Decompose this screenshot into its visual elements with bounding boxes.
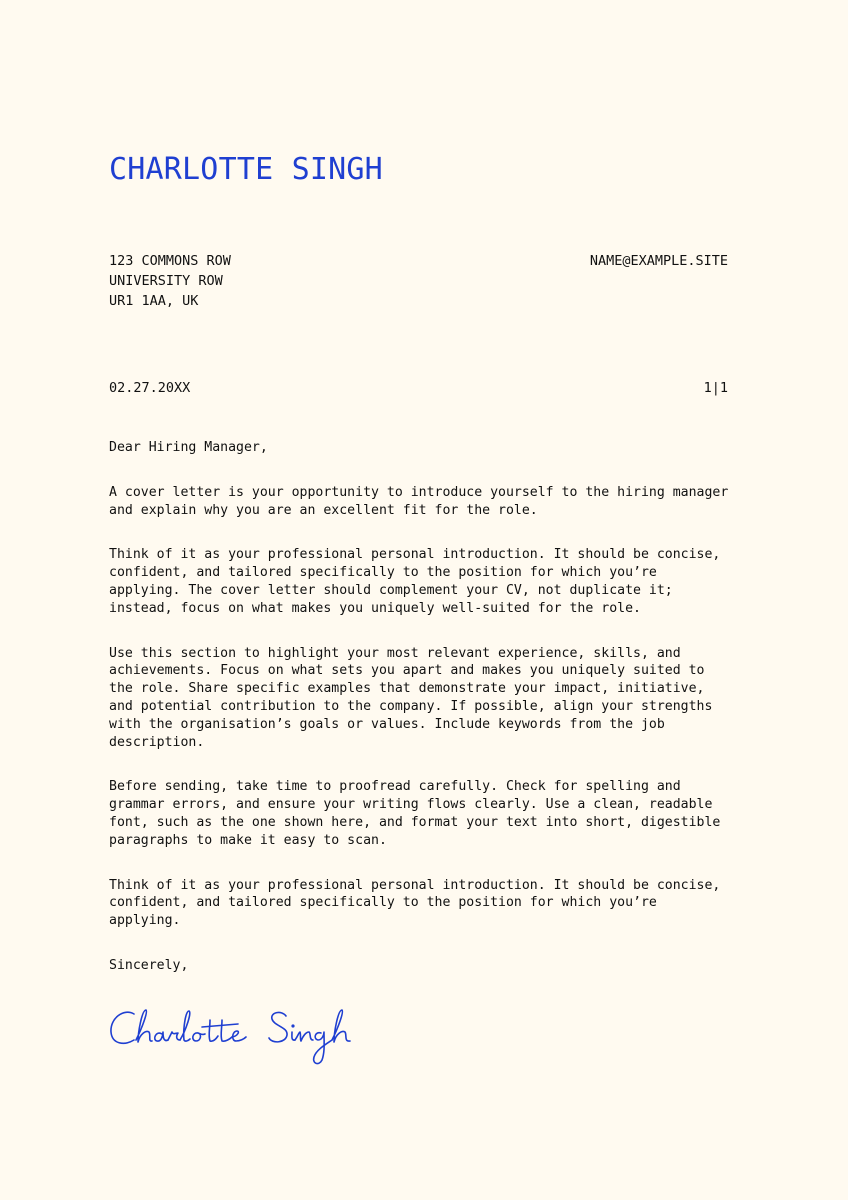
sender-address [109, 251, 231, 311]
paragraph: Before sending, take time to proofread carefully. Check for spelling and grammar errors, and ensure your writing flows clearly. Use a clean, readable font, such as the one shown here, and format your text into short, digestible paragraphs to make it easy to scan. [109, 779, 721, 848]
closing: Sincerely, [109, 957, 189, 973]
paragraph: Use this section to highlight your most relevant experience, skills, and achievements. Focus on what sets you apart and makes you uniquely suited to the role. Share specific examples that demonstrate your impact, initiative, and potential contribution to the company. If possible, align your strengths with the organisation’s goals or values. Include keywords from the job description. [109, 645, 713, 750]
page-number: 1|1 [703, 380, 728, 396]
paragraph: A cover letter is your opportunity to introduce yourself to the hiring manager and explain why you are an excellent fit for the role. [109, 484, 729, 518]
letter-body [109, 439, 734, 1002]
paragraph: Think of it as your professional personal introduction. It should be concise, confident, and tailored specifically to the position for which you’re applying. [109, 877, 721, 929]
address-line: UR1 1AA, UK [109, 293, 199, 309]
address-line: UNIVERSITY ROW [109, 273, 223, 289]
paragraph: Think of it as your professional personal introduction. It should be concise, confident, and tailored specifically to the position for which you’re applying. The cover letter should complement your CV, not duplicate it; instead, focus on what makes you uniquely well-suited for the role. [109, 547, 721, 616]
salutation: Dear Hiring Manager, [109, 440, 268, 455]
letter-date: 02.27.20XX [109, 380, 191, 396]
address-line: 123 COMMONS ROW [109, 253, 231, 269]
sender-name: CHARLOTTE SINGH [109, 152, 383, 187]
handwritten-signature [106, 1002, 396, 1072]
sender-email: NAME@EXAMPLE.SITE [589, 253, 728, 269]
